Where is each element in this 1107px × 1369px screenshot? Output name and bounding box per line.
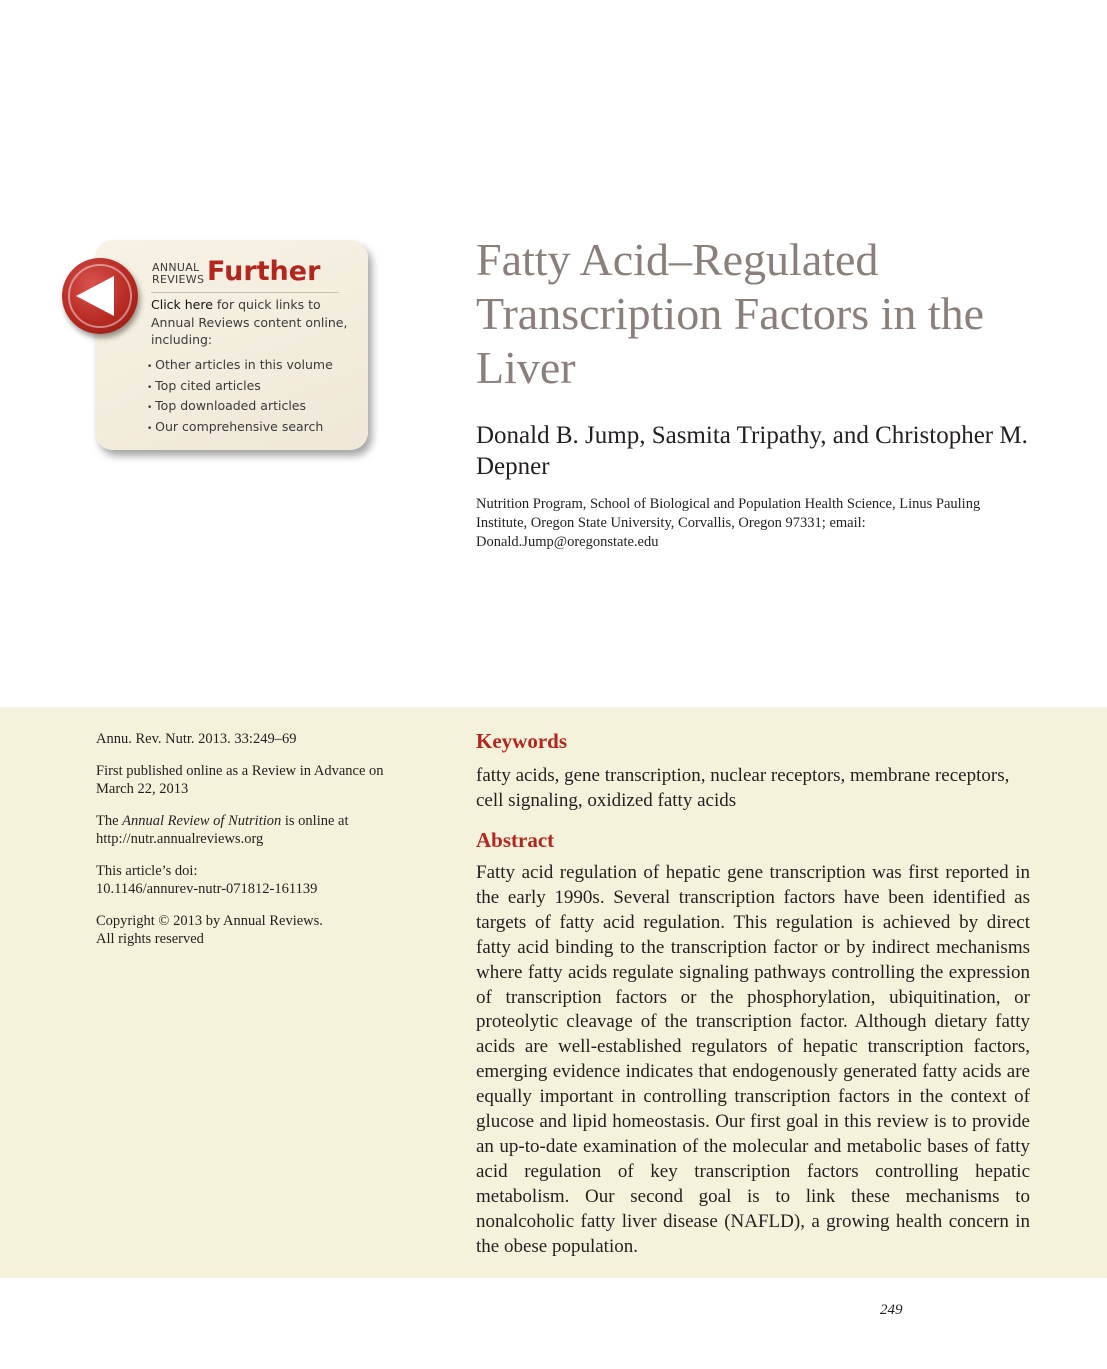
further-intro	[151, 296, 356, 349]
link-top-downloaded[interactable]: • Top downloaded articles	[147, 397, 333, 418]
arrow-triangle	[62, 258, 138, 334]
author-list: Donald B. Jump, Sasmita Tripathy, and Christopher M. Depner	[476, 422, 1028, 480]
further-intro-text: for quick links to Annual Reviews content online, including:	[151, 297, 348, 347]
copyright: Copyright © 2013 by Annual Reviews.	[96, 912, 323, 929]
annual-reviews-logo	[152, 262, 204, 286]
brand-line-reviews: REVIEWS	[152, 273, 205, 286]
click-here-link[interactable]: Click here	[151, 297, 213, 312]
brand-line-annual: ANNUAL	[152, 261, 200, 274]
copyright-info	[96, 912, 416, 949]
link-comprehensive-search[interactable]: • Our comprehensive search	[147, 418, 333, 439]
article-meta	[96, 730, 416, 962]
page-number: 249	[880, 1302, 903, 1318]
online-url[interactable]: is online at http://nutr.annualreviews.org	[96, 812, 349, 847]
abstract-text: Fatty acid regulation of hepatic gene transcription was first reported in the early 1990s. Several transcription factors have been identified as targets of fatty acid regulation. This regulation is achieved by direct fatty acid binding to the transcription factor or by indirect mechanisms where fatty acids regulate signaling pathways controlling the expression of transcription factors or the phosphorylation, ubiquitination, or proteolytic cleavage of the transcription factor. Although dietary fatty acids are well-established regulators of hepatic transcription factors, emerging evidence indicates that endogenously generated fatty acids are equally important in controlling transcription factors in the context of glucose and lipid homeostasis. Our first goal in this review is to provide an up-to-date examination of the molecular and metabolic bases of fatty acid regulation of key transcription factors controlling hepatic metabolism. Our second goal is to link these mechanisms to nonalcoholic fatty liver disease (NAFLD), a growing health concern in the obese population.	[476, 862, 1030, 1257]
doi-info	[96, 862, 416, 899]
link-top-cited[interactable]: • Top cited articles	[147, 377, 333, 398]
further-title: Further	[207, 256, 321, 287]
link-other-articles[interactable]: • Other articles in this volume	[147, 356, 333, 377]
further-divider	[151, 292, 339, 293]
keywords-heading: Keywords	[476, 729, 567, 753]
back-arrow-icon[interactable]	[62, 258, 138, 334]
journal-name: Annual Review of Nutrition	[122, 812, 282, 829]
main-column	[476, 729, 1030, 1260]
keywords-text: fatty acids, gene transcription, nuclear receptors, membrane receptors, cell signaling, oxidized fatty acids	[476, 765, 1010, 811]
abstract-heading: Abstract	[476, 828, 555, 852]
further-link-list	[147, 356, 333, 438]
rights: All rights reserved	[96, 931, 204, 947]
author-affiliation: Nutrition Program, School of Biological and Population Health Science, Linus Pauling Institute, Oregon State University, Corvallis, Oregon 97331; email: Donald.Jump@oregonstate.edu	[476, 496, 981, 550]
doi-label: This article’s doi:	[96, 862, 198, 879]
online-info	[96, 812, 416, 849]
first-published: First published online as a Review in Advance on March 22, 2013	[96, 762, 384, 797]
article-title: Fatty Acid–Regulated Transcription Factors in the Liver	[476, 234, 985, 393]
online-prefix: The	[96, 812, 123, 829]
doi-value[interactable]: 10.1146/annurev-nutr-071812-161139	[96, 881, 318, 897]
citation: Annu. Rev. Nutr. 2013. 33:249–69	[96, 731, 297, 747]
